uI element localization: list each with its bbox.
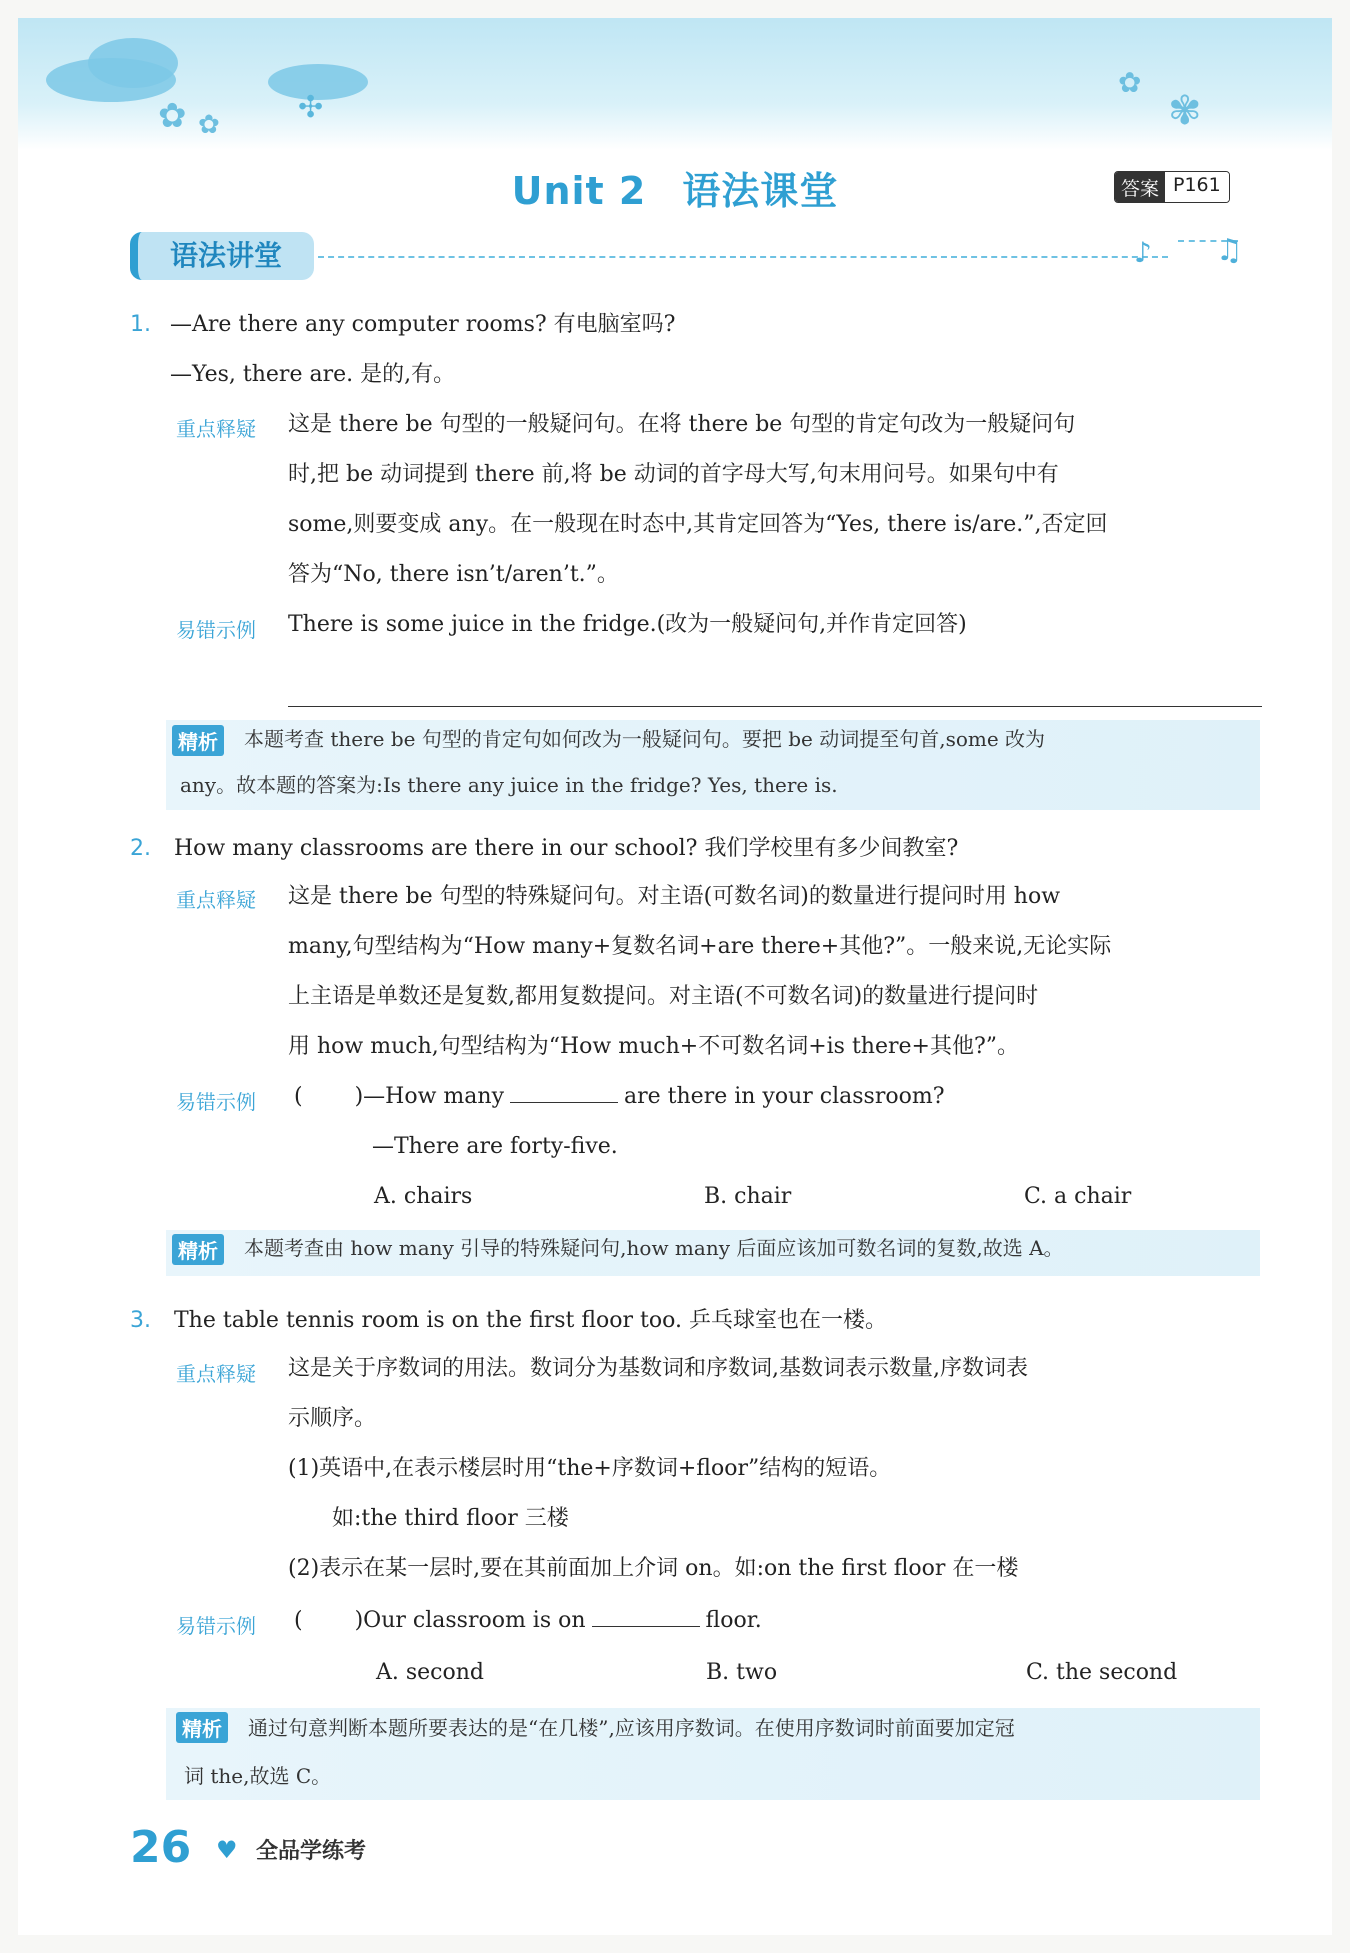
item-sentence: How many classrooms are there in our school? 我们学校里有多少间教室?	[174, 836, 959, 861]
key-point-text: (1)英语中,在表示楼层时用“the+序数词+floor”结构的短语。	[288, 1456, 892, 1481]
music-note-icon: ♫	[1216, 233, 1243, 268]
answer-label: 答案	[1115, 172, 1165, 202]
option-c[interactable]: C. a chair	[1024, 1184, 1132, 1209]
analysis-text: any。故本题的答案为:Is there any juice in the fridge? Yes, there is.	[180, 773, 838, 797]
flower-icon: ✾	[1168, 88, 1202, 134]
question-stem-end: floor.	[705, 1608, 762, 1633]
item-sentence: —Are there any computer rooms? 有电脑室吗?	[170, 312, 676, 337]
error-example-label: 易错示例	[176, 1090, 256, 1114]
key-point-text: some,则要变成 any。在一般现在时态中,其肯定回答为“Yes, there is/are.”,否定回	[288, 512, 1108, 537]
dragonfly-icon: ✣	[298, 90, 324, 125]
item-number: 2.	[130, 836, 151, 861]
error-example-label: 易错示例	[176, 618, 256, 642]
item-sentence: The table tennis room is on the first floor too. 乒乓球室也在一楼。	[174, 1308, 887, 1333]
analysis-text: 词 the,故选 C。	[184, 1764, 332, 1788]
item-sentence: —Yes, there are. 是的,有。	[170, 362, 456, 387]
analysis-text: 通过句意判断本题所要表达的是“在几楼”,应该用序数词。在使用序数词时前面要加定冠	[248, 1716, 1015, 1740]
error-example-label: 易错示例	[176, 1614, 256, 1638]
heart-icon: ♥	[216, 1836, 238, 1864]
key-point-text: 示顺序。	[288, 1406, 377, 1431]
key-point-label: 重点释疑	[176, 888, 256, 912]
question-stem-start: )—How many	[354, 1084, 505, 1109]
key-point-text: many,句型结构为“How many+复数名词+are there+其他?”。一般来说,无论实际	[288, 934, 1112, 959]
answer-page: P161	[1165, 172, 1229, 202]
analysis-badge: 精析	[176, 1712, 228, 1743]
analysis-text: 本题考查 there be 句型的肯定句如何改为一般疑问句。要把 be 动词提至句首,some 改为	[244, 727, 1046, 751]
header-banner	[18, 18, 1332, 150]
question-stem-start: )Our classroom is on	[354, 1608, 586, 1633]
error-example-text: There is some juice in the fridge.(改为一般疑问句,并作肯定回答)	[288, 612, 967, 637]
answer-paren-open: (	[294, 1084, 303, 1109]
page	[18, 18, 1332, 1935]
analysis-text: 本题考查由 how many 引导的特殊疑问句,how many 后面应该加可数名词的复数,故选 A。	[244, 1236, 1064, 1260]
key-point-text: 上主语是单数还是复数,都用复数提问。对主语(不可数名词)的数量进行提问时	[288, 984, 1039, 1009]
unit-title: Unit 2	[511, 169, 647, 213]
key-point-label: 重点释疑	[176, 417, 256, 441]
fill-blank[interactable]	[510, 1082, 618, 1103]
unit-subtitle: 语法课堂	[682, 169, 839, 213]
section-title: 语法讲堂	[130, 232, 314, 280]
key-point-text: 这是 there be 句型的一般疑问句。在将 there be 句型的肯定句改为一般疑问句	[288, 412, 1076, 437]
question-stem-end: are there in your classroom?	[624, 1084, 945, 1109]
key-point-text: 这是关于序数词的用法。数词分为基数词和序数词,基数词表示数量,序数词表	[288, 1356, 1028, 1381]
flower-icon: ✿	[1118, 66, 1142, 99]
key-point-text: (2)表示在某一层时,要在其前面加上介词 on。如:on the first floor 在一楼	[288, 1556, 1019, 1581]
analysis-badge: 精析	[172, 1234, 224, 1265]
music-note-icon: ♪	[1134, 236, 1152, 269]
option-b[interactable]: B. chair	[704, 1184, 792, 1209]
key-point-text: 答为“No, there isn’t/aren’t.”。	[288, 562, 619, 587]
option-b[interactable]: B. two	[706, 1660, 778, 1685]
answer-reference	[1114, 171, 1230, 203]
fill-blank[interactable]	[592, 1606, 700, 1627]
page-number: 26	[130, 1822, 192, 1873]
error-example-question	[294, 1082, 945, 1112]
flower-icon: ✿	[158, 96, 187, 136]
flower-icon: ✿	[198, 110, 220, 140]
section-divider	[318, 256, 1168, 258]
analysis-badge: 精析	[172, 725, 224, 756]
key-point-text: 如:the third floor 三楼	[332, 1506, 569, 1531]
key-point-label: 重点释疑	[176, 1362, 256, 1386]
error-example-question	[294, 1606, 762, 1636]
key-point-text: 这是 there be 句型的特殊疑问句。对主语(可数名词)的数量进行提问时用 how	[288, 884, 1061, 909]
cloud-decoration	[88, 38, 178, 88]
option-a[interactable]: A. chairs	[374, 1184, 473, 1209]
answer-blank-line[interactable]	[288, 706, 1262, 707]
item-number: 1.	[130, 312, 151, 337]
error-example-answer: —There are forty-five.	[372, 1134, 618, 1159]
answer-paren-open: (	[294, 1608, 303, 1633]
item-number: 3.	[130, 1308, 151, 1333]
option-a[interactable]: A. second	[376, 1660, 485, 1685]
brand-name: 全品学练考	[256, 1839, 367, 1864]
key-point-text: 用 how much,句型结构为“How much+不可数名词+is there+其他?”。	[288, 1034, 1019, 1059]
key-point-text: 时,把 be 动词提到 there 前,将 be 动词的首字母大写,句末用问号。如果句中有	[288, 462, 1059, 487]
option-c[interactable]: C. the second	[1026, 1660, 1178, 1685]
